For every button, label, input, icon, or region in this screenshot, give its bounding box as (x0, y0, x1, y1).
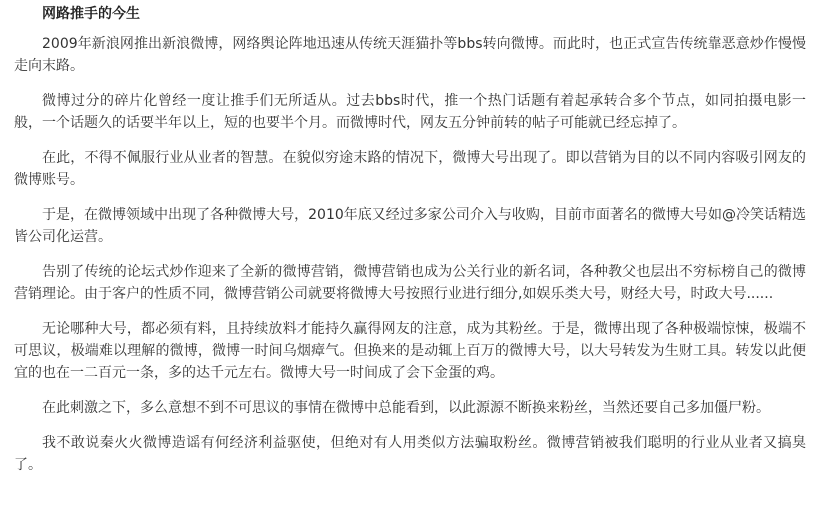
paragraph-7: 在此刺激之下，多么意想不到不可思议的事情在微博中总能看到，以此源源不断换来粉丝，当然还要自己多加僵尸粉。 (42, 400, 770, 416)
paragraph-6: 无论哪种大号，都必须有料，且持续放料才能持久赢得网友的注意，成为其粉丝。于是，微博出现了各种极端惊悚，极端不可思议，极端难以理解的微博，微博一时间乌烟瘴气。但换来的是动辄上百万的微博大号，以大号转发为生财工具。转发以此便宜的也在一二百元一条，多的达千元左右。微博大号一时间成了会下金蛋的鸡。 (14, 321, 806, 381)
article-title: 网路推手的今生 (42, 6, 140, 22)
paragraph-3: 在此，不得不佩服行业从业者的智慧。在貌似穷途末路的情况下，微博大号出现了。即以营销为目的以不同内容吸引网友的微博账号。 (14, 150, 806, 188)
paragraph-5: 告别了传统的论坛式炒作迎来了全新的微博营销，微博营销也成为公关行业的新名词，各种教父也层出不穷标榜自己的微博营销理论。由于客户的性质不同，微博营销公司就要将微博大号按照行业进行细分,如娱乐类大号，财经大号，时政大号...... (14, 264, 806, 302)
paragraph-4: 于是，在微博领域中出现了各种微博大号，2010年底又经过多家公司介入与收购，目前市面著名的微博大号如@冷笑话精选皆公司化运营。 (14, 207, 806, 245)
paragraph-1: 2009年新浪网推出新浪微博，网络舆论阵地迅速从传统天涯猫扑等bbs转向微博。而此时，也正式宣告传统靠恶意炒作慢慢走向末路。 (14, 36, 806, 74)
paragraph-2: 微博过分的碎片化曾经一度让推手们无所适从。过去bbs时代，推一个热门话题有着起承转合多个节点，如同拍摄电影一般，一个话题久的话要半年以上，短的也要半个月。而微博时代，网友五分钟前转的帖子可能就已经忘掉了。 (14, 93, 806, 131)
paragraph-8: 我不敢说秦火火微博造谣有何经济利益驱使，但绝对有人用类似方法骗取粉丝。微博营销被我们聪明的行业从业者又搞臭了。 (14, 435, 806, 473)
